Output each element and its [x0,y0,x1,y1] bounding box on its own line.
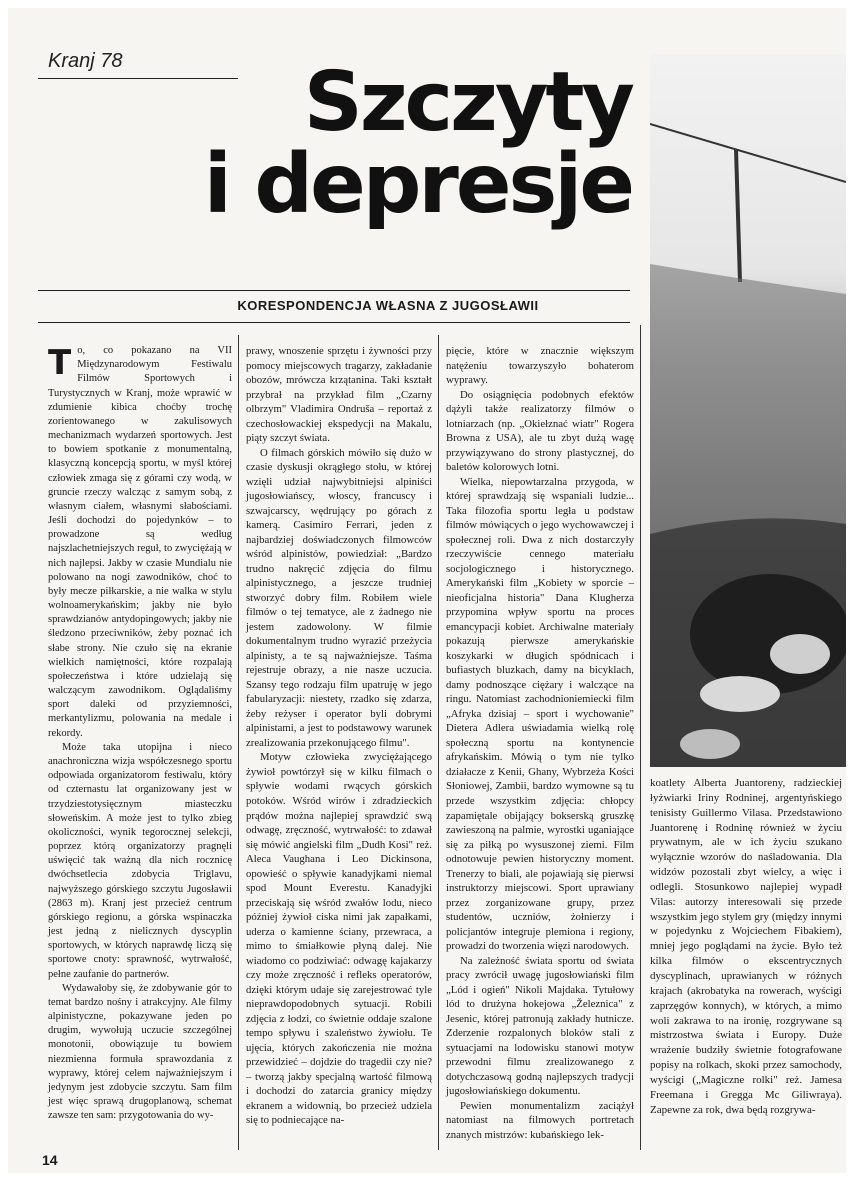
subheadline: KORESPONDENCJA WŁASNA Z JUGOSŁAWII [237,298,539,313]
paragraph: Pewien monumentalizm zaciążył natomiast na filmowych portretach znanych mistrzów: kubańskiego lek- [446,1099,634,1141]
paragraph [48,344,232,741]
paragraph: Wielka, niepowtarzalna przygoda, w której sprawdzają się wspaniali ludzie... Taka filozofia sportu legła u podstaw filmów mówiących o jego wychowawczej i społecznej roli. Dwa z nich dostarczyły rzeczywiście cennego materiału socjologicznego i historycznego. Amerykański film „Kobiety w sporcie – nieoficjalna historia" Dana Klugherza przypomina wpływ sportu na proces emancypacji kobiet. Archiwalne materiały pokazują pierwsze amerykańskie koszykarki w długich spódnicach i bufiastych bluzkach, damy na bicyklach, damy podnoszące ciężary i walczące na ringu. Natomiast zachodnioniemiecki film „Afryka dzisiaj – sport i wychowanie" Dietera Adlera uświadamia wielką rolę społeczną sportu na kontynencie afrykańskim. Mówią o tym nie tylko działacze z Kenii, Ghany, Wybrzeża Kości Słoniowej, Zambii, bardzo wymowne są tu przede wszystkim zdjęcia: chłopcy zapamiętale obijający bokserską gruszkę zawieszoną na palmie, wyrostki uganiające się za piłką po wysuszonej ziemi. Film odnotowuje pewien historyczny moment. Trenerzy to biali, ale pojawiają się pierwsi instruktorzy miejscowi. Sport uprawiany przez zorganizowane grupy, przez studentów, uczniów, żołnierzy i policjantów integruje plemiona i regiony, prowadzi do tworzenia więzi narodowych. [446,475,634,953]
paragraph: Motyw człowieka zwyciężającego żywioł powtórzył się w kilku filmach o spływie wodami rwących górskich potoków. Wśród wirów i zdradzieckich prądów można najlepiej sprawdzić swą odwagę, zręczność, wytrwałość: to zdawał się mówić angielski film „Dudh Kosi" reż. Aleca Vaughana i Leo Dickinsona, opowieść o spływie kanadyjkami niemal spod Mount Everestu. Kanadyjki przeciskają się wśród zwałów lodu, nieco później żywioł ciska nimi jak zapałkami, uderza o kamienne ściany, przewraca, a mimo to śmiałkowie płyną dalej. Nie wiadomo co podziwiać: odwagę kajakarzy czy może zręczność i refleks operatorów, dzięki którym udaje się zarejestrować tyle nieprawdopodobnych sytuacji. Robili zdjęcia z łodzi, co świetnie oddaje szalone tempo spływu i szaleństwo żywiołu. Te ujęcia, których zakończenia nie można przewidzieć – dojdzie do tragedii czy nie? – tworzą jakby specjalną wartość filmową i dochodzi do zatarcia granicy między ekranem a widownią, bo przecież udziela się to podniecające na- [246,751,432,1127]
column-divider-1 [238,335,239,1150]
headline-line-2: i depresje [203,137,632,232]
column-1 [48,344,232,1123]
column-divider-2 [438,335,439,1150]
section-label: Kranj 78 [48,50,123,72]
top-rule [38,290,630,291]
paragraph: prawy, wnoszenie sprzętu i żywności przy pomocy miejscowych tragarzy, zakładanie obozów, mrówcza krzątanina. Taki kształt przybrał na przykład film „Czarny olbrzym" Vladimira Ondruša – reportaż z czechosłowackiej ekspedycji na Makalu, piąty szczyt świata. [246,345,432,445]
column-divider-3 [640,325,641,1150]
paragraph: koatlety Alberta Juantoreny, radzieckiej łyżwiarki Iriny Rodninej, argentyńskiego tenisisty Guillermo Vilasa. Przedstawiono Juantorenę i Rodninę również w życiu prywatnym, ale w ich życiu szukano wyłącznie wzorów do naśladowania. Dla widzów pozostali zbyt wielcy, a więc i odlegli. Stosunkowo najlepiej wypadł Vilas: autorzy interesowali się przede wszystkim jego stylem gry (między innymi w pojedynku z Wojciechem Fibakiem), mniej jego poglądami na życie. Było też kilka filmów o ekscentrycznych dyscyplinach, uprawianych w różnych krajach (akrobatyka na rowerach, wyścigi zaprzęgów konnych), w których, a mimo woli zakrawa to na ironię, rozgrywane są mistrzostwa świata i Europy. Duże wrażenie budziły świetnie fotografowane popisy na rolkach, skoki przez samochody, wyścigi („Magiczne rolki" reż. Jamesa Freemana i Gregga Mc Giliwraya). Zapewne za rok, dwa będą rozgrywa- [650,777,842,1116]
roller-skates-photo [650,54,846,767]
paragraph: pięcie, które w znacznie większym natężeniu towarzyszyło bohaterom wyprawy. [446,345,634,387]
column-3 [446,344,634,1142]
headline [170,55,632,232]
bottom-rule [38,322,630,323]
paragraph: Do osiągnięcia podobnych efektów dążyli także realizatorzy filmów o lotniarzach (np. „Okiełznać wiatr" Rogera Browna z USA), ale tu zbyt dużą wagę przywiązywano do strony plastycznej, do baletów kolorowych lotni. [446,388,634,474]
headline-line-1: Szczyty [303,55,632,150]
column-2 [246,344,432,1128]
paragraph-text: o, co pokazano na VII Międzynarodowym Festiwalu Filmów Sportowych i Turystycznych w Kranj, może wprawić w zdumienie kibica choćby trochę zorientowanego w zakulisowych mechanizmach wydarzeń sportowych. Jest to bowiem spotkanie z monumentalną, klasyczną koncepcją sportu, w myśl której człowiek zmaga się z górami czy wodą, w gruncie rzeczy walcząc z samym sobą, z własnym ciałem, własnymi słabościami. Jeśli dochodzi do pojedynków – to prowadzone są według najszlachetniejszych reguł, to zwyciężają w nich najlepsi. Jakby w czasie Mundialu nie polowano na nogi zawodników, choć to były mecze piłkarskie, a nie walka w stylu wolnoamerykańskim; jakby nie było sprawdzianów antydopingowych; jakby nie śledzono przeciwników, żeby poznać ich słabe strony. Nie czuło się na ekranie wielkich namiętności, które rozpalają społeczeństwa i które udzielają się walczącym zawodnikom. Oglądaliśmy sport daleki od przyziemności, merkantylizmu, polowania na medale i rekordy. [48,345,232,739]
paragraph: O filmach górskich mówiło się dużo w czasie dyskusji okrągłego stołu, w której wzięli udział najwybitniejsi alpiniści jugosłowiańscy, włoscy, francuscy i szwajcarscy, wędrujący po górach z kamerą. Casimiro Ferrari, jeden z najbardziej doświadczonych filmowców wśród alpinistów, powiedział: „Bardzo trudno nakręcić zdjęcia do filmu alpinistycznego, a jeszcze trudniej stworzyć dobry film. Robiłem wiele filmów o tej tematyce, ale z żadnego nie jestem zadowolony. W filmie dokumentalnym trudno wyrazić przeżycia alpinisty, a te są najważniejsze. Taśma rejestruje obrazy, a nie nasze uczucia. Szansy tego rodzaju film upatruję w jego fabularyzacji: niestety, rzadko się zdarza, żeby reżyser i operator byli dobrymi alpinistami, a jest to podstawowy warunek zrealizowania przekonującego filmu". [246,446,432,749]
column-4 [650,776,842,1117]
paragraph: Na zależność świata sportu od świata pracy zwrócił uwagę jugosłowiański film „Lód i ogień" Nikoli Majdaka. Tytułowy lód to drużyna hokejowa „Železnica" z Jesenic, której patronują zakłady hutnicze. Zderzenie rozpalonych bloków stali z sytuacjami na lodowisku stanowi motyw przewodni filmu zrealizowanego z dotychczasową godną najlepszych tradycji jugosłowiańskiego dokumentu. [446,954,634,1098]
paragraph: Może taka utopijna i nieco anachroniczna wizja współczesnego sportu odpowiada organizatorom festiwalu, który od czternastu lat organizowany jest w trzydziestotysięcznym miasteczku słoweńskim. A może jest to tylko zbieg okoliczności, wynik tegorocznej selekcji, poprzez którą organizatorzy pragnęli uświęcić tak ważną dla nich rocznicę dwóchsetlecia zdobycia Triglavu, najwyższego górskiego szczytu Jugosławii (2863 m). Kranj jest przecież centrum górskiego regionu, a górska wspinaczka jest jedną z nielicznych dyscyplin sportowych, w których naprawdę liczą się sportowe cnoty: sprawność, wytrwałość, pełne zaufanie do partnerów. [48,741,232,980]
drop-cap: T [48,343,72,383]
paragraph: Wydawałoby się, że zdobywanie gór to temat bardzo nośny i atrakcyjny. Ale filmy alpinistyczne, pokazywane jeden po drugim, wywołują uczucie szczególnej monotonii, obowiązuje tu bowiem niezmienna formuła sprawozdania z wyprawy, której celem najważniejszym i jedynym jest zdobycie szczytu. Sam film jest więc sprawą drugoplanową, schemat zawsze ten sam: przygotowania do wy- [48,982,232,1122]
page-number: 14 [42,1152,58,1168]
